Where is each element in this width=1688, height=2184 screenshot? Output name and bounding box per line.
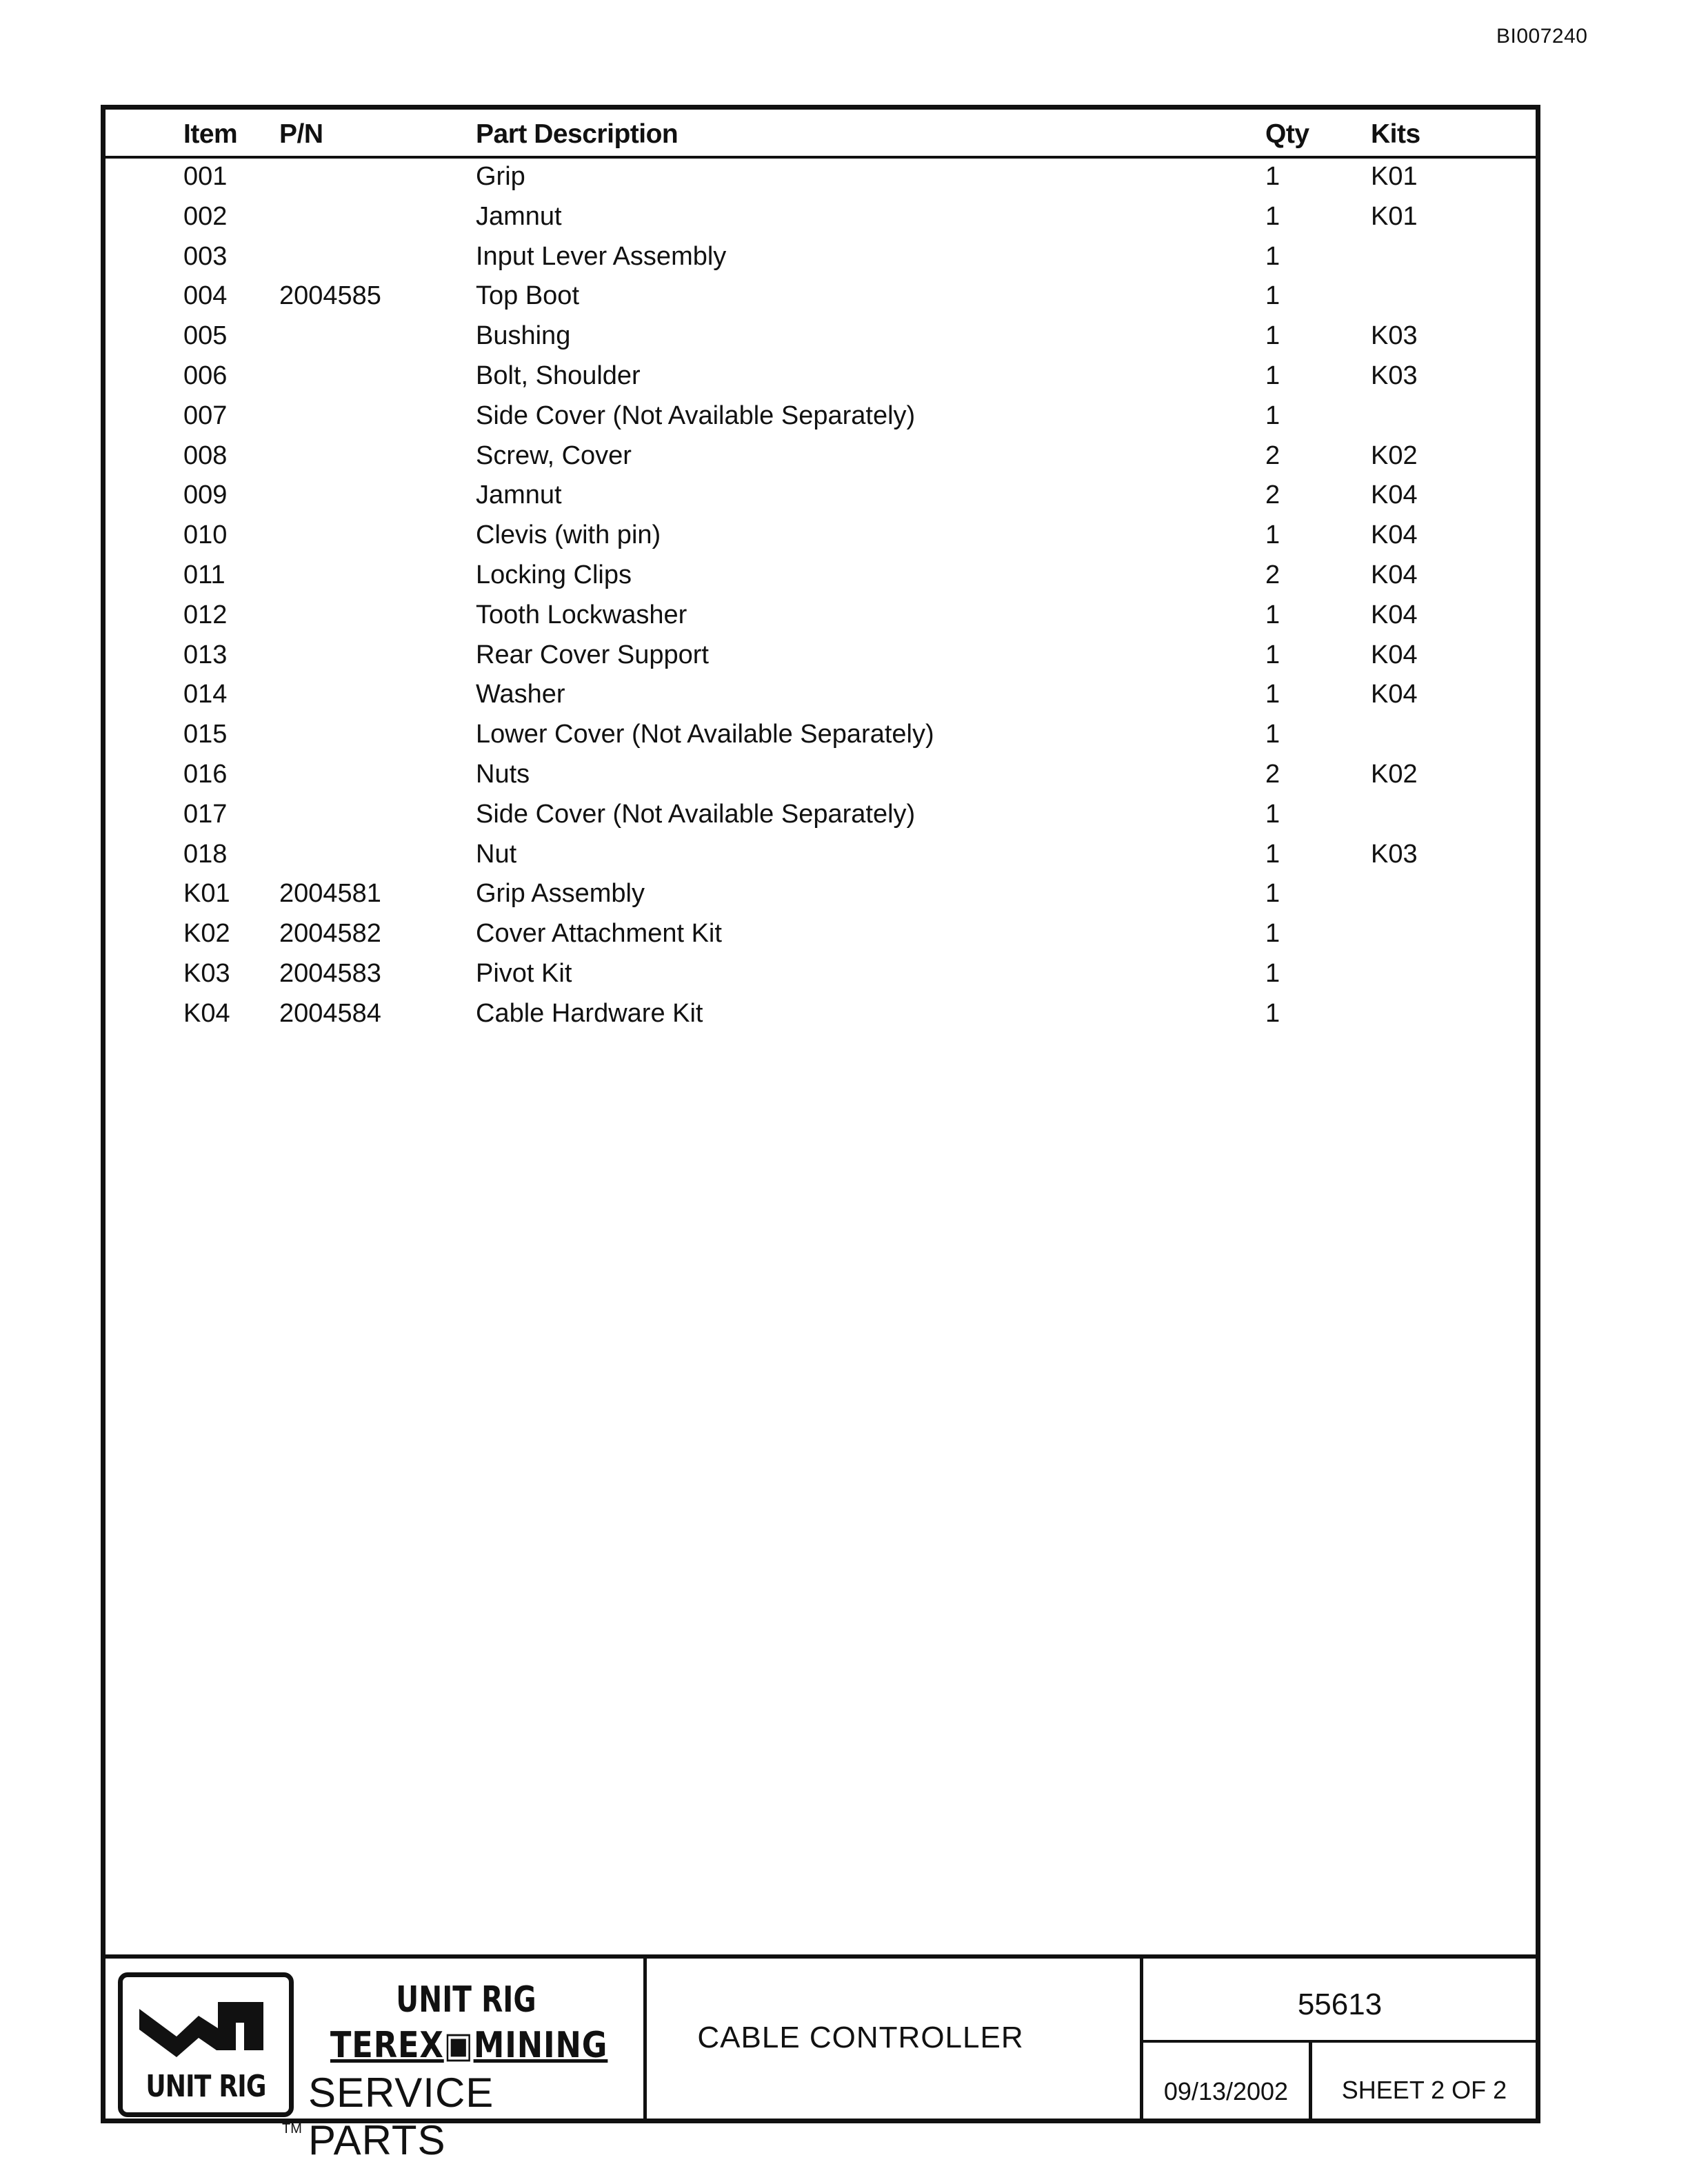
cell-kits: K03: [1371, 361, 1418, 390]
cell-kits: K04: [1371, 481, 1418, 510]
cell-pn: 2004585: [279, 281, 381, 311]
table-row: [106, 560, 1536, 600]
cell-qty: 1: [1265, 281, 1280, 311]
cell-qty: 1: [1265, 720, 1280, 749]
cell-kits: K04: [1371, 640, 1418, 669]
table-row: [106, 600, 1536, 640]
cell-item: 014: [183, 680, 228, 709]
cell-kits: K04: [1371, 600, 1418, 629]
table-row: [106, 640, 1536, 680]
table-row: [106, 919, 1536, 959]
cell-description: Side Cover (Not Available Separately): [476, 401, 916, 430]
cell-kits: K01: [1371, 201, 1418, 231]
cell-item: K02: [183, 919, 230, 949]
cell-pn: 2004583: [279, 959, 381, 988]
cell-kits: K04: [1371, 560, 1418, 589]
brand-mining: MINING: [473, 2025, 608, 2066]
cell-description: Pivot Kit: [476, 959, 572, 988]
drawing-date: 09/13/2002: [1163, 2077, 1289, 2105]
cell-qty: 1: [1265, 361, 1280, 390]
cell-qty: 2: [1265, 760, 1280, 789]
cell-description: Jamnut: [476, 201, 562, 231]
cell-qty: 1: [1265, 879, 1280, 909]
cell-item: 010: [183, 520, 228, 550]
title-block: [106, 1954, 1536, 2163]
cell-description: Nuts: [476, 760, 530, 789]
table-row: [106, 441, 1536, 481]
document-id: BI007240: [1496, 25, 1588, 48]
cell-qty: 1: [1265, 241, 1280, 271]
brand-unit-rig: UNIT RIG: [396, 1979, 536, 2021]
cell-qty: 1: [1265, 201, 1280, 231]
unit-rig-logo-icon: [135, 1988, 277, 2061]
cell-description: Lower Cover (Not Available Separately): [476, 720, 934, 749]
header-description: Part Description: [476, 119, 679, 149]
table-row: [106, 321, 1536, 361]
cell-qty: 1: [1265, 640, 1280, 669]
table-row: [106, 202, 1536, 242]
brand-terex-mining: [330, 2025, 608, 2066]
cell-item: K03: [183, 959, 230, 988]
cell-item: 002: [183, 201, 228, 231]
cell-item: 006: [183, 361, 228, 390]
cell-kits: K03: [1371, 839, 1418, 869]
cell-pn: 2004582: [279, 919, 381, 949]
cell-item: 013: [183, 640, 228, 669]
trademark-mark: TM: [282, 2121, 302, 2136]
cell-description: Grip: [476, 162, 525, 191]
cell-description: Rear Cover Support: [476, 640, 709, 669]
table-row: [106, 361, 1536, 401]
cell-item: 011: [183, 560, 225, 589]
sheet-number: SHEET 2 OF 2: [1341, 2076, 1507, 2104]
terex-mining-emblem-icon: ▣: [443, 2025, 474, 2066]
table-row: [106, 481, 1536, 520]
table-row: [106, 760, 1536, 800]
cell-qty: 1: [1265, 919, 1280, 949]
cell-qty: 1: [1265, 680, 1280, 709]
unit-rig-logo: [118, 1972, 294, 2117]
cell-item: 007: [183, 401, 228, 430]
cell-item: 016: [183, 760, 228, 789]
header-kits: Kits: [1371, 119, 1420, 149]
header-qty: Qty: [1265, 119, 1309, 149]
parts-list-frame: [101, 105, 1540, 2163]
cell-description: Side Cover (Not Available Separately): [476, 799, 916, 829]
table-row: [106, 879, 1536, 919]
cell-qty: 1: [1265, 799, 1280, 829]
cell-description: Locking Clips: [476, 560, 632, 589]
header-pn: P/N: [279, 119, 323, 149]
cell-item: 018: [183, 839, 228, 869]
cell-item: 005: [183, 321, 228, 351]
title-block-divider: [1140, 2040, 1536, 2043]
table-row: [106, 720, 1536, 760]
cell-description: Cover Attachment Kit: [476, 919, 722, 949]
cell-item: 009: [183, 481, 228, 510]
table-row: [106, 242, 1536, 282]
cell-description: Grip Assembly: [476, 879, 645, 909]
brand-service-parts: SERVICE PARTS: [308, 2070, 494, 2163]
cell-item: 012: [183, 600, 228, 629]
cell-item: 015: [183, 720, 228, 749]
cell-item: K01: [183, 879, 230, 909]
table-row: [106, 999, 1536, 1039]
cell-qty: 1: [1265, 998, 1280, 1028]
table-row: [106, 520, 1536, 560]
cell-qty: 1: [1265, 401, 1280, 430]
cell-item: 004: [183, 281, 228, 311]
table-row: [106, 162, 1536, 202]
cell-description: Top Boot: [476, 281, 579, 311]
cell-description: Screw, Cover: [476, 441, 632, 470]
header-item: Item: [183, 119, 238, 149]
cell-description: Bushing: [476, 321, 571, 351]
cell-item: K04: [183, 998, 230, 1028]
cell-qty: 1: [1265, 321, 1280, 351]
header-divider: [106, 156, 1536, 159]
cell-qty: 1: [1265, 520, 1280, 550]
cell-qty: 2: [1265, 481, 1280, 510]
cell-description: Nut: [476, 839, 517, 869]
cell-qty: 1: [1265, 600, 1280, 629]
cell-qty: 2: [1265, 560, 1280, 589]
cell-item: 001: [183, 162, 228, 191]
cell-item: 017: [183, 799, 228, 829]
cell-description: Clevis (with pin): [476, 520, 661, 550]
cell-item: 008: [183, 441, 228, 470]
cell-kits: K01: [1371, 162, 1418, 191]
cell-description: Cable Hardware Kit: [476, 998, 703, 1028]
logo-text: UNIT RIG: [145, 2069, 266, 2104]
table-row: [106, 959, 1536, 999]
cell-pn: 2004584: [279, 998, 381, 1028]
cell-qty: 1: [1265, 839, 1280, 869]
table-row: [106, 800, 1536, 840]
table-row: [106, 680, 1536, 720]
cell-qty: 1: [1265, 162, 1280, 191]
drawing-title: CABLE CONTROLLER: [697, 2021, 1024, 2054]
cell-kits: K03: [1371, 321, 1418, 351]
cell-qty: 1: [1265, 959, 1280, 988]
cell-item: 003: [183, 241, 228, 271]
table-row: [106, 401, 1536, 441]
cell-kits: K04: [1371, 520, 1418, 550]
brand-terex: TEREX: [330, 2025, 444, 2066]
table-row: [106, 840, 1536, 880]
cell-description: Jamnut: [476, 481, 562, 510]
cell-description: Bolt, Shoulder: [476, 361, 641, 390]
drawing-number: 55613: [1297, 1988, 1383, 2021]
cell-kits: K02: [1371, 441, 1418, 470]
cell-qty: 2: [1265, 441, 1280, 470]
cell-kits: K04: [1371, 680, 1418, 709]
cell-kits: K02: [1371, 760, 1418, 789]
cell-description: Tooth Lockwasher: [476, 600, 687, 629]
cell-description: Input Lever Assembly: [476, 241, 727, 271]
cell-description: Washer: [476, 680, 565, 709]
cell-pn: 2004581: [279, 879, 381, 909]
table-row: [106, 281, 1536, 321]
